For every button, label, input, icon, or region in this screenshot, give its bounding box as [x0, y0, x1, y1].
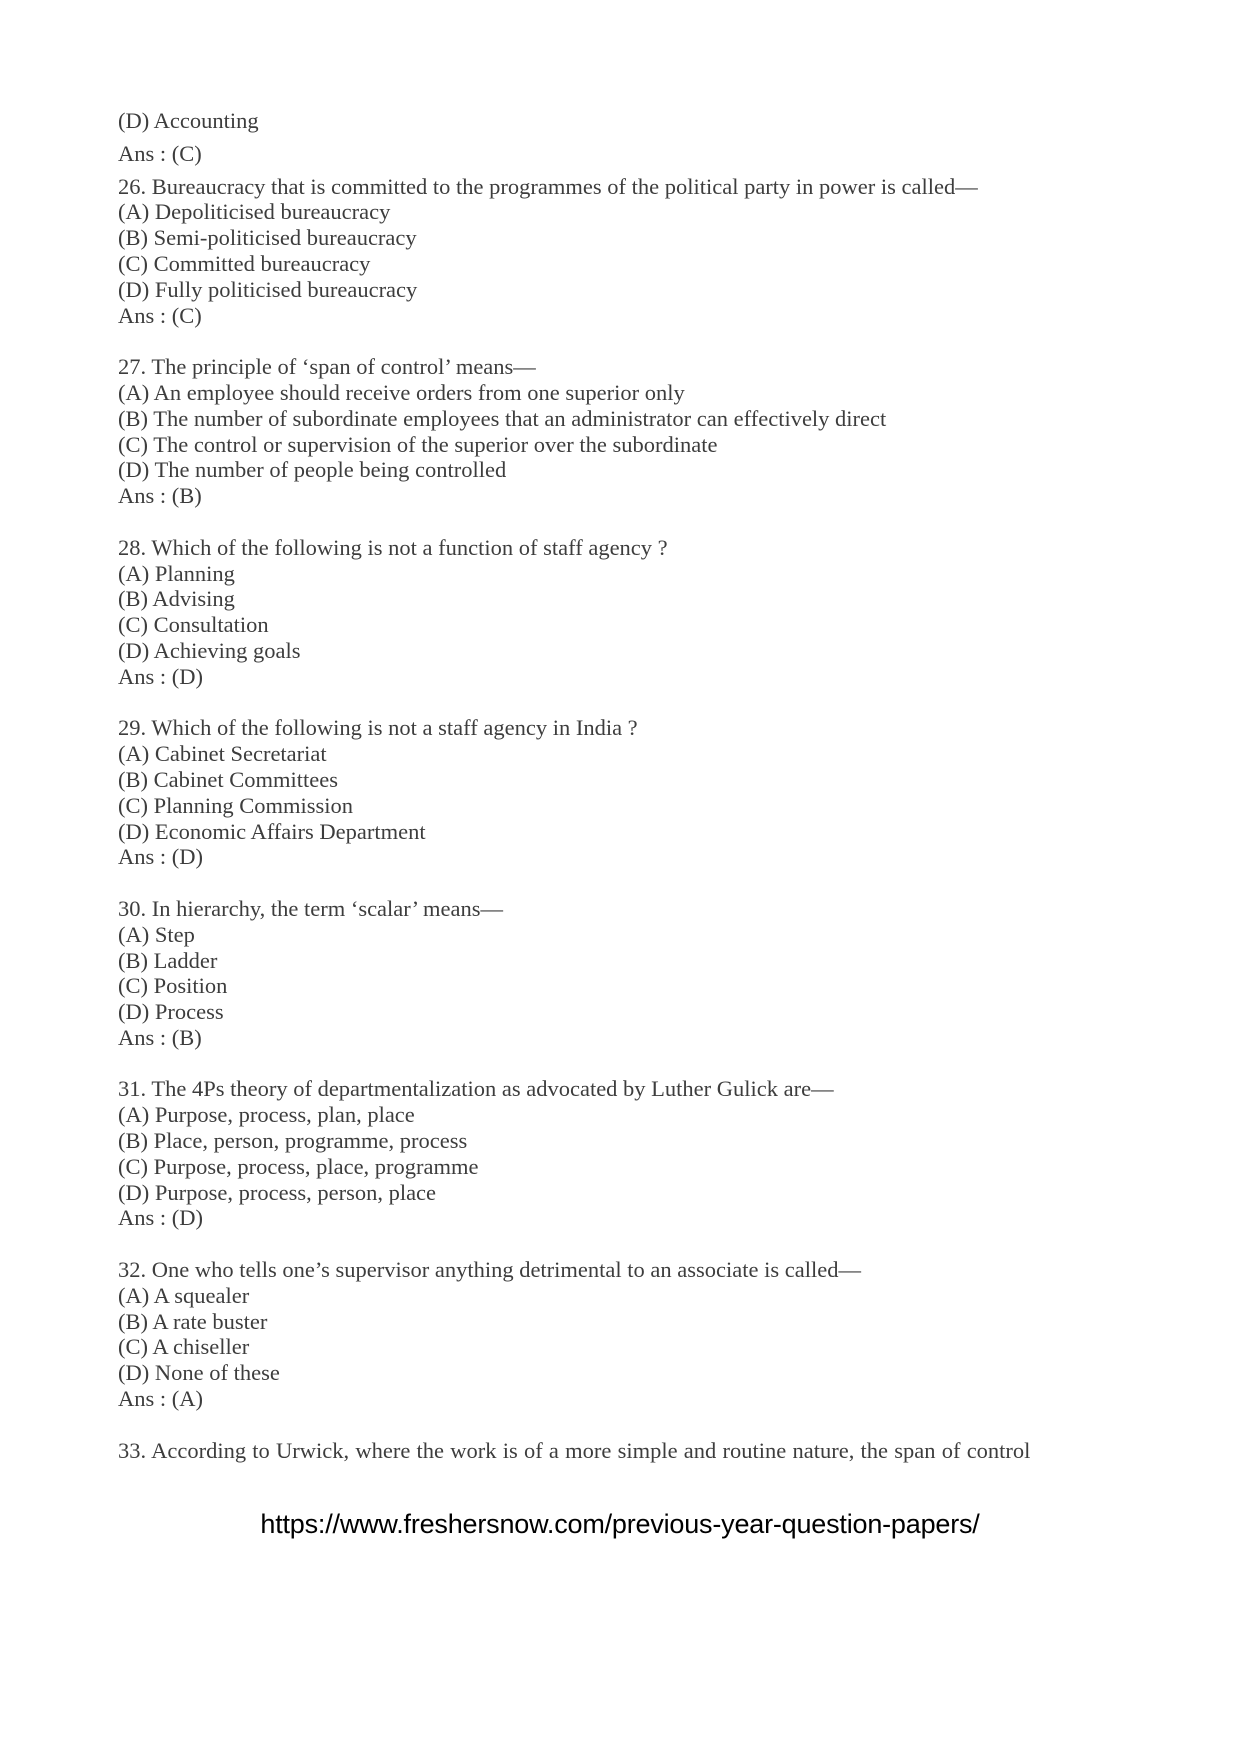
answer: Ans : (B) — [118, 1024, 202, 1050]
question-text: 29. Which of the following is not a staff agency in India ? — [118, 715, 638, 741]
option-b: (B) Semi-politicised bureaucracy — [118, 225, 417, 251]
option-c: (C) Position — [118, 973, 228, 999]
question-33 — [118, 1438, 1128, 1464]
question-text: 33. According to Urwick, where the work is of a more simple and routine nature, the span of control — [118, 1437, 1031, 1463]
option-c: (C) Planning Commission — [118, 792, 354, 818]
option-a: (A) Cabinet Secretariat — [118, 741, 327, 767]
option-c: (C) Consultation — [118, 612, 269, 638]
answer: Ans : (D) — [118, 1205, 203, 1231]
option-a: (A) An employee should receive orders from one superior only — [118, 379, 685, 405]
option-d: (D) Accounting — [118, 108, 259, 133]
answer: Ans : (D) — [118, 844, 203, 870]
option-a: (A) Step — [118, 921, 195, 947]
option-c: (C) Purpose, process, place, programme — [118, 1153, 479, 1179]
question-25-tail — [118, 108, 1128, 167]
answer: Ans : (D) — [118, 663, 203, 689]
question-text: 26. Bureaucracy that is committed to the programmes of the political party in power is called— — [118, 173, 978, 199]
option-b: (B) Advising — [118, 586, 235, 612]
option-a: (A) Purpose, process, plan, place — [118, 1102, 415, 1128]
option-d: (D) Economic Affairs Department — [118, 818, 426, 844]
option-d: (D) The number of people being controlled — [118, 457, 507, 483]
option-c: (C) The control or supervision of the superior over the subordinate — [118, 431, 718, 457]
option-a: (A) Planning — [118, 560, 235, 586]
question-list — [118, 108, 1128, 1463]
question-30 — [118, 896, 1128, 1051]
question-29 — [118, 715, 1128, 870]
option-b: (B) Place, person, programme, process — [118, 1128, 468, 1154]
footer-source-link[interactable]: https://www.freshersnow.com/previous-year-question-papers/ — [260, 1509, 980, 1539]
question-31 — [118, 1076, 1128, 1231]
option-d: (D) None of these — [118, 1360, 280, 1386]
question-32 — [118, 1257, 1128, 1412]
answer: Ans : (B) — [118, 483, 202, 509]
question-text: 32. One who tells one’s supervisor anything detrimental to an associate is called— — [118, 1257, 861, 1283]
option-c: (C) Committed bureaucracy — [118, 250, 371, 276]
question-text: 31. The 4Ps theory of departmentalization as advocated by Luther Gulick are— — [118, 1076, 834, 1102]
question-text: 28. Which of the following is not a function of staff agency ? — [118, 534, 668, 560]
option-b: (B) Ladder — [118, 947, 218, 973]
question-text: 27. The principle of ‘span of control’ means— — [118, 354, 536, 380]
answer: Ans : (A) — [118, 1386, 203, 1412]
option-d: (D) Purpose, process, person, place — [118, 1179, 437, 1205]
option-d: (D) Fully politicised bureaucracy — [118, 276, 418, 302]
option-a: (A) Depoliticised bureaucracy — [118, 199, 391, 225]
option-b: (B) Cabinet Committees — [118, 766, 338, 792]
answer: Ans : (C) — [118, 302, 202, 328]
question-26 — [118, 174, 1128, 329]
option-a: (A) A squealer — [118, 1282, 250, 1308]
question-text: 30. In hierarchy, the term ‘scalar’ means— — [118, 895, 504, 921]
answer: Ans : (C) — [118, 140, 202, 166]
option-c: (C) A chiseller — [118, 1334, 250, 1360]
question-28 — [118, 535, 1128, 690]
question-27 — [118, 354, 1128, 509]
option-b: (B) A rate buster — [118, 1308, 268, 1334]
option-d: (D) Process — [118, 999, 224, 1025]
option-d: (D) Achieving goals — [118, 637, 301, 663]
option-b: (B) The number of subordinate employees that an administrator can effectively direct — [118, 405, 887, 431]
